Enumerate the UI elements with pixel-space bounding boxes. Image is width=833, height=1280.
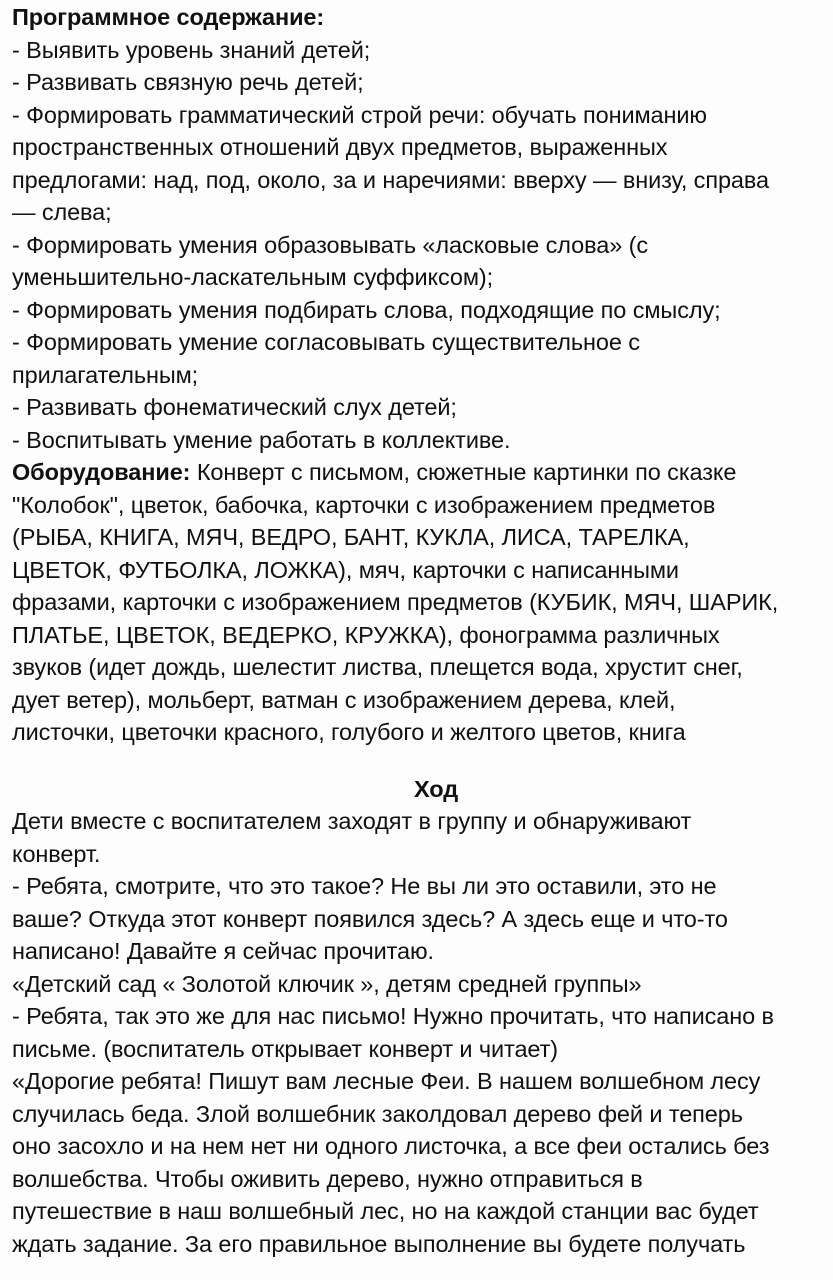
course-line: «Дорогие ребята! Пишут вам лесные Феи. В нашем волшебном лесу bbox=[12, 1068, 761, 1094]
equipment-line: фразами, карточки с изображением предметов (КУБИК, МЯЧ, ШАРИК, bbox=[12, 589, 779, 615]
course-line: написано! Давайте я сейчас прочитаю. bbox=[12, 938, 434, 964]
course-line: случилась беда. Злой волшебник заколдовал дерево фей и теперь bbox=[12, 1100, 743, 1127]
program-line: - Формировать умения подбирать слова, подходящие по смыслу; bbox=[12, 296, 721, 323]
equipment-line: звуков (идет дождь, шелестит листва, плещется вода, хрустит снег, bbox=[12, 654, 743, 680]
program-line: предлогами: над, под, около, за и наречиями: вверху — внизу, справа bbox=[12, 166, 769, 193]
program-line: пространственных отношений двух предметов, выраженных bbox=[12, 134, 668, 160]
equipment-line: (РЫБА, КНИГА, МЯЧ, ВЕДРО, БАНТ, КУКЛА, ЛИСА, ТАРЕЛКА, bbox=[12, 524, 690, 550]
course-line: оно засохло и на нем нет ни одного листочка, а все феи остались без bbox=[12, 1133, 770, 1159]
program-line: - Развивать фонематический слух детей; bbox=[12, 394, 457, 420]
course-line: письме. (воспитатель открывает конверт и читает) bbox=[12, 1035, 559, 1062]
program-line: - Воспитывать умение работать в коллективе. bbox=[12, 426, 511, 453]
document-content bbox=[12, 1, 830, 1260]
program-line: - Выявить уровень знаний детей; bbox=[12, 36, 371, 63]
program-line: прилагательным; bbox=[12, 361, 199, 388]
program-line: - Формировать умения образовывать «ласковые слова» (с bbox=[12, 231, 648, 258]
equipment-first-line bbox=[12, 456, 830, 489]
equipment-line: дует ветер), мольберт, ватман с изображением дерева, клей, bbox=[12, 686, 676, 713]
program-line: уменьшительно-ласкательным суффиксом); bbox=[12, 264, 494, 290]
equipment-text: Конверт с письмом, сюжетные картинки по сказке bbox=[190, 459, 737, 485]
program-line: - Развивать связную речь детей; bbox=[12, 69, 364, 95]
course-line: волшебства. Чтобы оживить дерево, нужно отправиться в bbox=[12, 1165, 643, 1192]
course-line: ждать задание. За его правильное выполнение вы будете получать bbox=[12, 1230, 746, 1257]
course-line: конверт. bbox=[12, 840, 101, 867]
program-line: - Формировать умение согласовывать существительное с bbox=[12, 329, 640, 355]
course-line: путешествие в наш волшебный лес, но на каждой станции вас будет bbox=[12, 1198, 759, 1224]
section-spacer bbox=[12, 749, 830, 773]
equipment-heading: Оборудование: bbox=[12, 459, 191, 485]
course-line: - Ребята, смотрите, что это такое? Не вы ли это оставили, это не bbox=[12, 873, 717, 899]
course-heading: Ход bbox=[413, 775, 459, 802]
equipment-line: ЦВЕТОК, ФУТБОЛКА, ЛОЖКА), мяч, карточки с написанными bbox=[12, 556, 679, 583]
equipment-line: "Колобок", цветок, бабочка, карточки с изображением предметов bbox=[12, 491, 716, 518]
program-heading: Программное содержание: bbox=[12, 4, 325, 30]
program-line: — слева; bbox=[12, 199, 112, 225]
course-line: ваше? Откуда этот конверт появился здесь? А здесь еще и что-то bbox=[12, 905, 728, 932]
program-line: - Формировать грамматический строй речи: обучать пониманию bbox=[12, 101, 707, 128]
course-line: «Детский сад « Золотой ключик », детям средней группы» bbox=[12, 970, 642, 997]
course-line: Дети вместе с воспитателем заходят в группу и обнаруживают bbox=[12, 808, 692, 834]
course-line: - Ребята, так это же для нас письмо! Нужно прочитать, что написано в bbox=[12, 1003, 774, 1029]
equipment-line: листочки, цветочки красного, голубого и желтого цветов, книга bbox=[12, 719, 686, 745]
equipment-line: ПЛАТЬЕ, ЦВЕТОК, ВЕДЕРКО, КРУЖКА), фонограмма различных bbox=[12, 621, 720, 648]
